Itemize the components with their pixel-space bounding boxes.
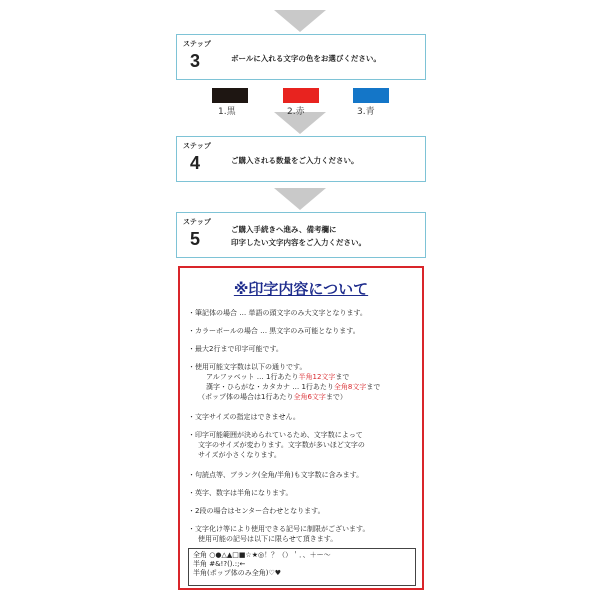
- color-swatch-red[interactable]: [283, 88, 319, 103]
- step-4-box: [176, 136, 426, 182]
- notes-title: ※印字内容について: [233, 280, 369, 298]
- step-5-box: [176, 212, 426, 258]
- char-count-row: アルファベット … 1行あたり半角12文字まで: [206, 373, 350, 381]
- note-item: ・印字可能範囲が決められているため、文字数によって: [188, 431, 363, 439]
- color-label-black: 1.黒: [218, 107, 236, 117]
- step-3-box: [176, 34, 426, 80]
- note-item: ・文字サイズの指定はできません。: [188, 413, 300, 421]
- symbols-row: 半角 #&!?().:;←: [193, 560, 246, 568]
- color-label-blue: 3.青: [357, 107, 375, 117]
- color-label-red: 2.赤: [287, 107, 305, 117]
- notes-panel: [178, 266, 424, 590]
- step-number: 5: [190, 229, 201, 249]
- symbols-box: [188, 548, 416, 586]
- color-swatch-black[interactable]: [212, 88, 248, 103]
- step-text: ボールに入れる文字の色をお選びください。: [231, 54, 381, 63]
- step-text: ご購入される数量をご入力ください。: [231, 156, 359, 165]
- note-item: ・カラーボールの場合 … 黒文字のみ可能となります。: [188, 327, 360, 335]
- note-item: サイズが小さくなります。: [198, 451, 281, 459]
- symbols-row: 全角 ○●△▲□■☆★◎！？（）＇．、＋ー〜: [193, 551, 331, 559]
- step-label: ステップ: [183, 40, 211, 48]
- note-item: ・最大2行まで印字可能です。: [188, 345, 283, 353]
- step-label: ステップ: [183, 218, 211, 226]
- step-text: ご購入手続きへ進み、備考欄に: [231, 225, 337, 234]
- color-swatch-blue[interactable]: [353, 88, 389, 103]
- step-text: 印字したい文字内容をご入力ください。: [231, 238, 366, 247]
- symbols-row: 半角(ポップ体のみ全角)♡♥: [193, 569, 282, 577]
- note-item: 文字のサイズが変わります。文字数が多いほど文字の: [198, 441, 365, 449]
- note-item: 使用可能の記号は以下に限らせて頂きます。: [198, 535, 338, 543]
- step-number: 3: [190, 51, 201, 71]
- char-count-row: 漢字・ひらがな・カタカナ … 1行あたり全角8文字まで: [206, 383, 381, 391]
- note-item: ・英字、数字は半角になります。: [188, 489, 293, 497]
- note-item: ・2段の場合はセンター合わせとなります。: [188, 507, 325, 515]
- note-item: ・使用可能文字数は以下の通りです。: [188, 363, 307, 371]
- step-label: ステップ: [183, 142, 211, 150]
- note-item: ・文字化け等により使用できる記号に制限がございます。: [188, 525, 370, 533]
- note-item: ・句読点等、ブランク(全角/半角)も文字数に含みます。: [188, 471, 364, 479]
- char-count-row: （ポップ体の場合は1行あたり全角6文字まで）: [198, 393, 347, 401]
- note-item: ・筆記体の場合 … 単語の頭文字のみ大文字となります。: [188, 309, 367, 317]
- step-number: 4: [190, 153, 201, 173]
